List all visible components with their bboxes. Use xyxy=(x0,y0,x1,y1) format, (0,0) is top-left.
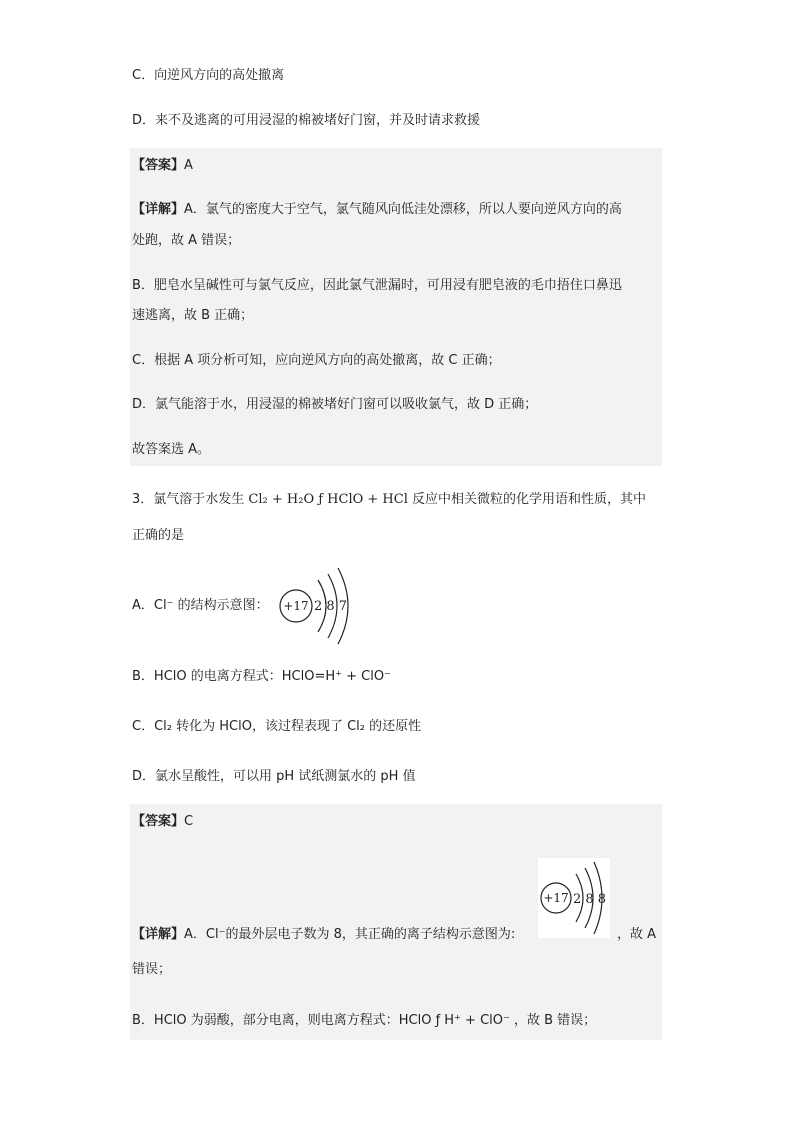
q3-stem-line2: 正确的是 xyxy=(132,528,185,543)
detail-text: A．氯气的密度大于空气，氯气随风向低洼处漂移，所以人要向逆风方向的高 xyxy=(184,202,622,217)
q3-answer xyxy=(132,812,193,832)
q3-option-c: C．Cl₂ 转化为 HClO，该过程表现了 Cl₂ 的还原性 xyxy=(132,719,422,734)
nucleus-charge: +17 xyxy=(543,891,569,905)
stem-suffix: 反应中相关微粒的化学用语和性质，其中 xyxy=(412,492,647,507)
answer-value: A xyxy=(184,158,193,173)
answer-label: 【答案】 xyxy=(132,158,185,173)
option-a-text: A．Cl⁻ 的结构示意图： xyxy=(132,598,269,613)
answer-value: C xyxy=(184,814,194,829)
shell-electrons: 2 8 8 xyxy=(573,892,607,907)
correct-structure-diagram xyxy=(538,858,610,938)
q3-detail-a1 xyxy=(132,925,515,945)
detail-label: 【详解】 xyxy=(132,927,185,942)
q3-detail-b: B．HClO 为弱酸，部分电离，则电离方程式：HClO ƒ H⁺ + ClO⁻ ，故 B 错误； xyxy=(132,1013,597,1028)
nucleus-charge: +17 xyxy=(283,599,309,613)
q2-detail-c: C．根据 A 项分析可知，应向逆风方向的高处撤离，故 C 正确； xyxy=(132,353,501,368)
q2-answer xyxy=(132,156,193,176)
q2-option-c: C．向逆风方向的高处撤离 xyxy=(132,68,285,83)
answer-label: 【答案】 xyxy=(132,814,185,829)
q3-detail-a2: 错误； xyxy=(132,962,172,977)
q3-option-d: D．氯水呈酸性，可以用 pH 试纸测氯水的 pH 值 xyxy=(132,769,416,784)
q2-detail-b2: 速逃离，故 B 正确； xyxy=(132,308,254,323)
q2-detail-a1 xyxy=(132,200,622,220)
detail-text: A．Cl⁻的最外层电子数为 8，其正确的离子结构示意图为: xyxy=(184,927,516,942)
atom-structure-diagram xyxy=(276,566,366,646)
q3-option-a xyxy=(132,596,269,616)
q2-detail-d: D．氯气能溶于水，用浸湿的棉被堵好门窗可以吸收氯气，故 D 正确； xyxy=(132,397,538,412)
q2-conclusion: 故答案选 A。 xyxy=(132,442,211,457)
shell-electrons: 2 8 7 xyxy=(314,599,348,614)
q3-stem-line1 xyxy=(132,490,646,510)
q2-detail-a2: 处跑，故 A 错误； xyxy=(132,233,241,248)
stem-equation: Cl₂ + H₂O ƒ HClO + HCl xyxy=(248,492,408,507)
q3-detail-a1-tail: ，故 A xyxy=(617,927,657,942)
correct-structure-diagram-box xyxy=(538,858,610,938)
q2-option-d: D．来不及逃离的可用浸湿的棉被堵好门窗，并及时请求救援 xyxy=(132,113,481,128)
stem-prefix: 3．氯气溶于水发生 xyxy=(132,492,245,507)
q3-option-b: B．HClO 的电离方程式：HClO=H⁺ + ClO⁻ xyxy=(132,669,391,684)
q2-detail-b1: B．肥皂水呈碱性可与氯气反应，因此氯气泄漏时，可用浸有肥皂液的毛巾捂住口鼻迅 xyxy=(132,278,622,293)
detail-label: 【详解】 xyxy=(132,202,185,217)
